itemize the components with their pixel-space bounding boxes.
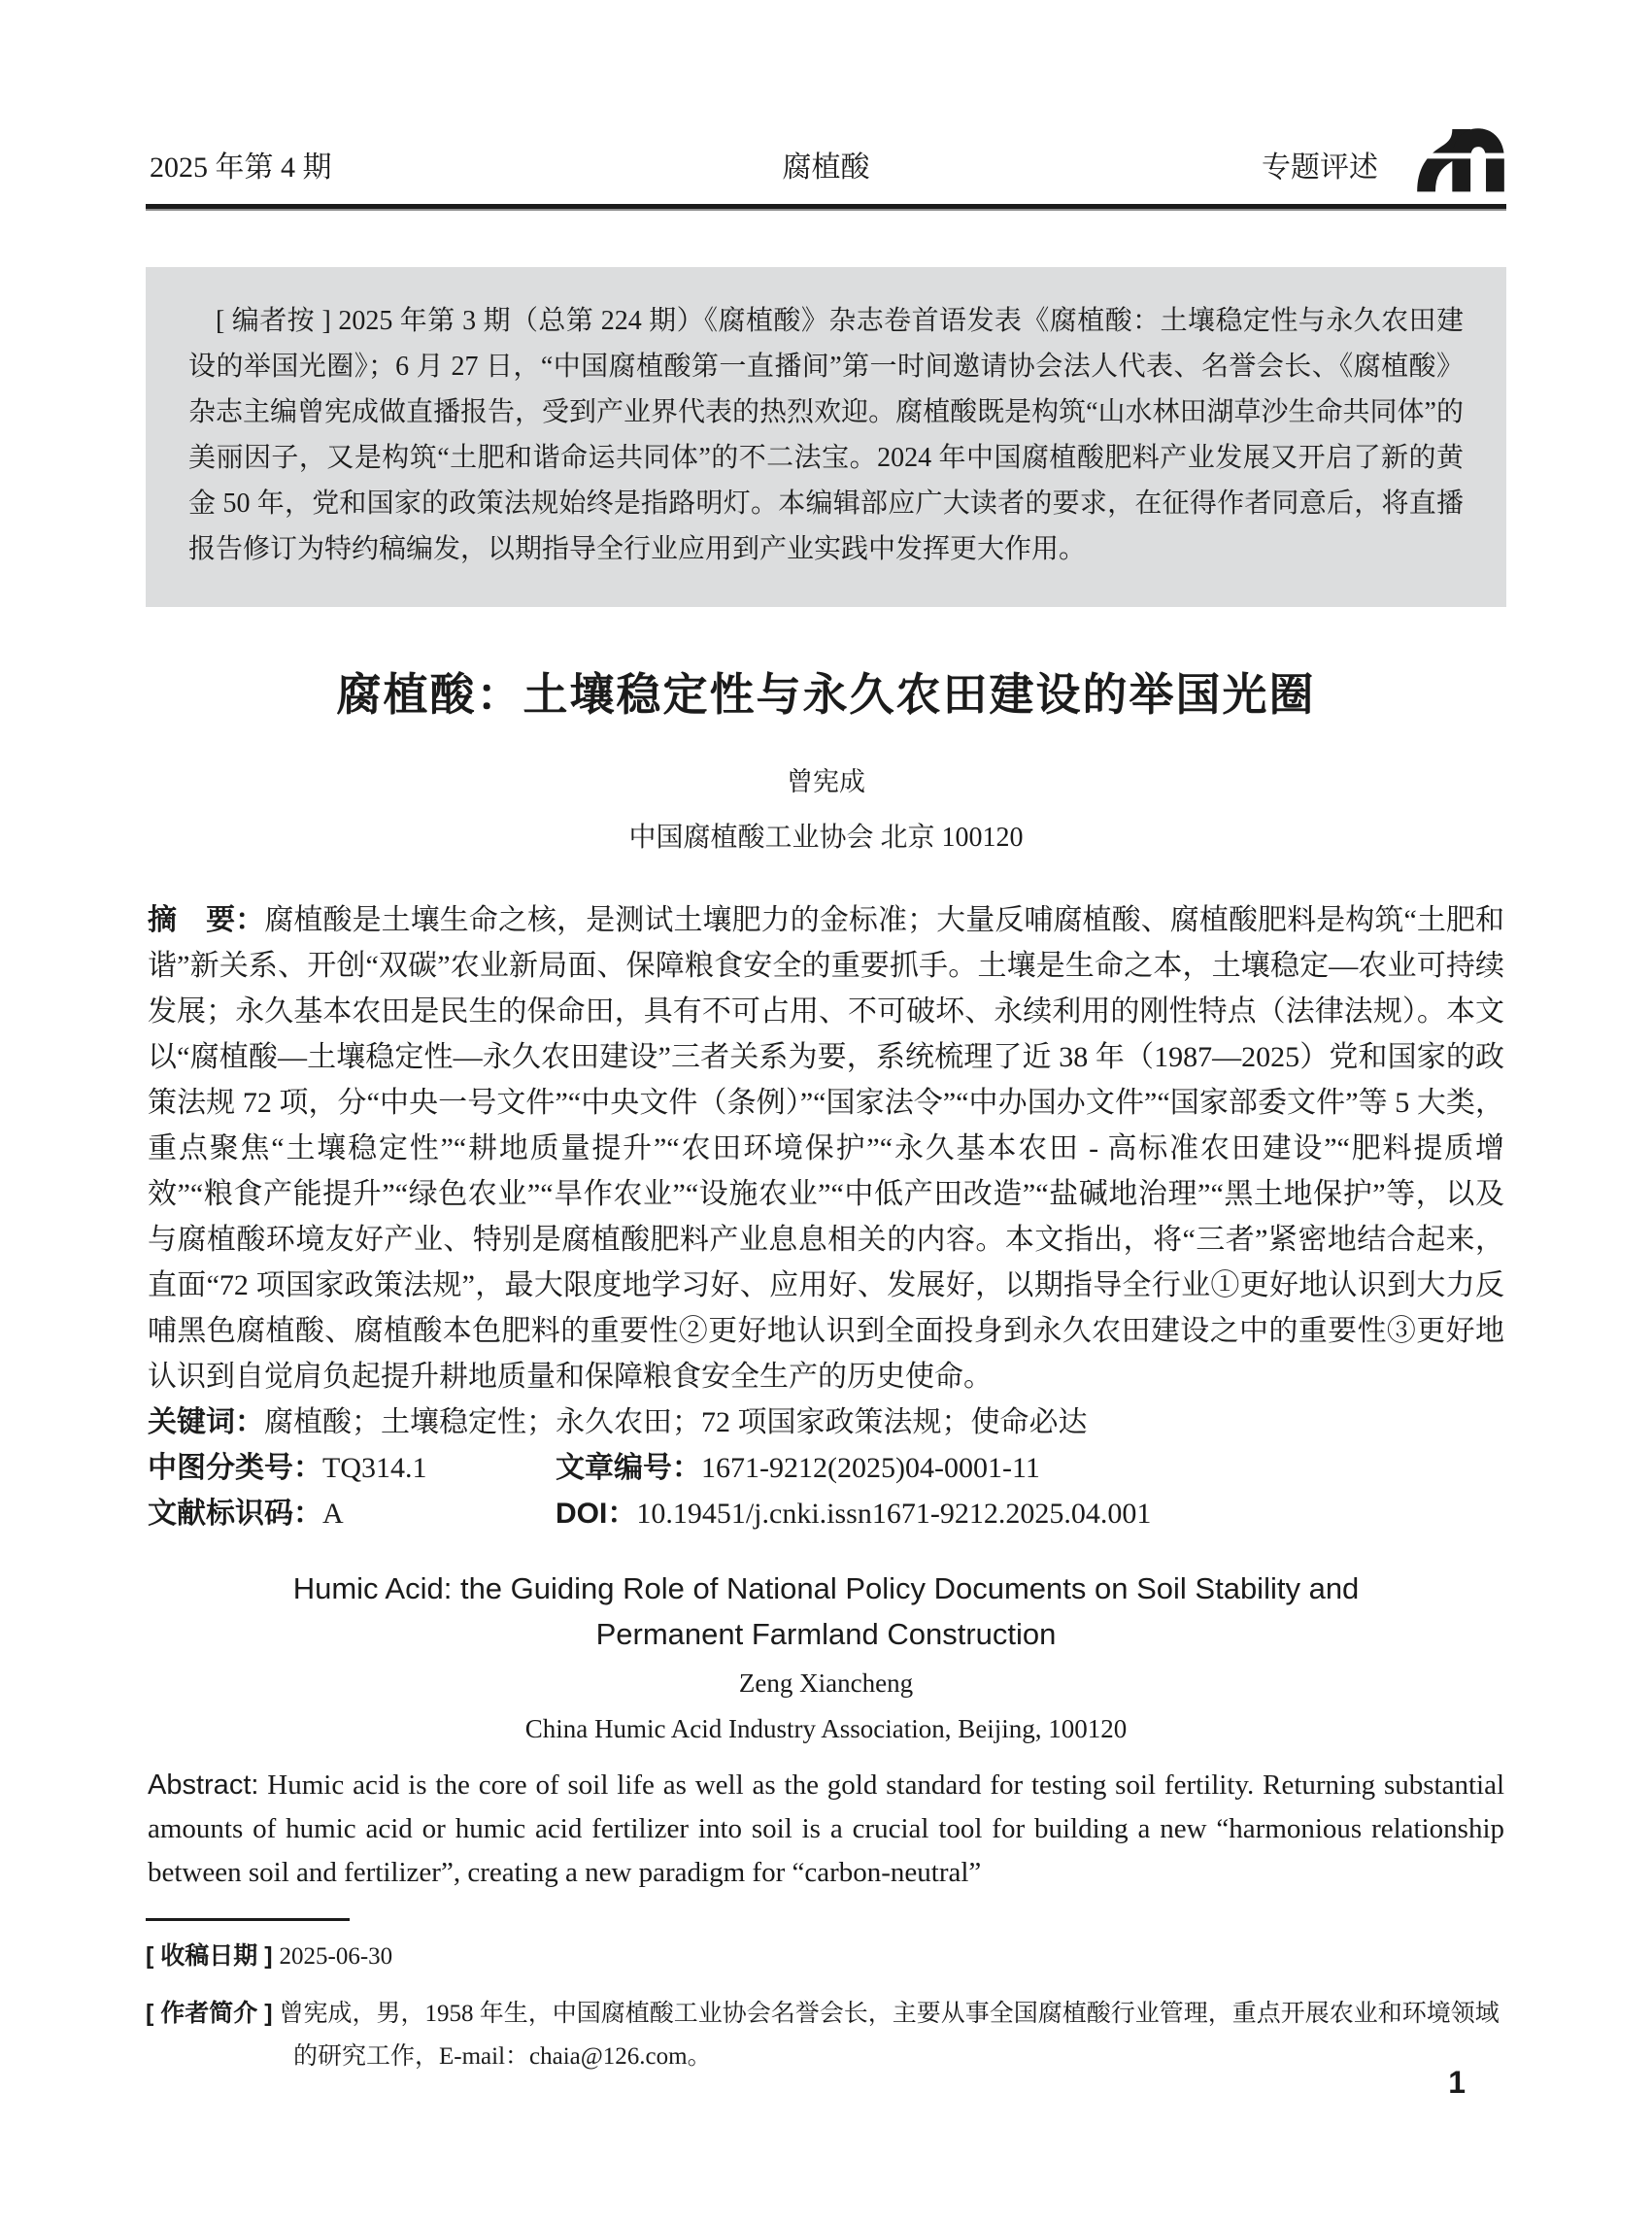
- page-number: 1: [1448, 2065, 1466, 2100]
- english-abstract-text: Humic acid is the core of soil life as well as the gold standard for testing soil fertility. Returning substantial amounts of humic acid or humic acid fertilizer into soil is a crucial tool for building a new “harmonious relationship between soil and fertilizer”, creating a new paradigm for “carbon-neutral”: [148, 1770, 1504, 1888]
- article-title: 腐植酸：土壤稳定性与永久农田建设的举国光圈: [336, 669, 1316, 720]
- abstract-text: 腐植酸是土壤生命之核，是测试土壤肥力的金标准；大量反哺腐植酸、腐植酸肥料是构筑“土肥和谐”新关系、开创“双碳”农业新局面、保障粮食安全的重要抓手。土壤是生命之本，土壤稳定—农业可持续发展；永久基本农田是民生的保命田，具有不可占用、不可破坏、永续利用的刚性特点（法律法规）。本文以“腐植酸—土壤稳定性—永久农田建设”三者关系为要，系统梳理了近 38 年（1987—2025）党和国家的政策法规 72 项，分“中央一号文件”“中央文件（条例）”“国家法令”“中办国办文件”“国家部委文件”等 5 大类，重点聚焦“土壤稳定性”“耕地质量提升”“农田环境保护”“永久基本农田 - 高标准农田建设”“肥料提质增效”“粮食产能提升”“绿色农业”“旱作农业”“设施农业”“中低产田改造”“盐碱地治理”“黑土地保护”等，以及与腐植酸环境友好产业、特别是腐植酸肥料产业息息相关的内容。本文指出，将“三者”紧密地结合起来，直面“72 项国家政策法规”，最大限度地学习好、应用好、发展好，以期指导全行业①更好地认识到大力反哺黑色腐植酸、腐植酸本色肥料的重要性②更好地认识到全面投身到永久农田建设之中的重要性③更好地认识到自觉肩负起提升耕地质量和保障粮食安全生产的历史使命。: [148, 904, 1504, 1393]
- english-affiliation: China Humic Acid Industry Association, Beijing, 100120: [524, 1714, 1128, 1743]
- article-no-value: 1671-9212(2025)04-0001-11: [701, 1452, 1040, 1484]
- journal-logo-icon: [1415, 115, 1506, 202]
- editor-note-paragraph: [188, 298, 1464, 572]
- doc-code-row: [148, 1491, 1504, 1536]
- doi-label: DOI：: [556, 1498, 637, 1530]
- header-journal-title: 腐植酸: [782, 152, 870, 184]
- doc-code-value: A: [322, 1498, 344, 1530]
- doc-code-label: 文献标识码：: [148, 1498, 322, 1530]
- clc-row: [148, 1445, 1504, 1491]
- english-abstract-paragraph: [148, 1764, 1504, 1895]
- article-author: 曾宪成: [787, 767, 865, 796]
- clc-value: TQ314.1: [322, 1452, 427, 1484]
- received-date-label: [ 收稿日期 ]: [146, 1942, 280, 1970]
- doi-cell: [556, 1498, 1151, 1530]
- keywords-text: 腐植酸；土壤稳定性；永久农田；72 项国家政策法规；使命必达: [264, 1406, 1088, 1438]
- abstract-label: 摘 要：: [148, 904, 265, 936]
- abstract-paragraph: [148, 897, 1504, 1399]
- header-issue: 2025 年第 4 期: [150, 152, 332, 184]
- doc-code-cell: [148, 1491, 556, 1536]
- clc-label: 中图分类号：: [148, 1452, 322, 1484]
- author-bio-label: [ 作者简介 ]: [146, 2000, 280, 2027]
- english-title-line2: Permanent Farmland Construction: [595, 1617, 1057, 1651]
- footnote-divider: [146, 1918, 350, 1921]
- english-abstract-label: Abstract:: [148, 1770, 259, 1801]
- article-no-cell: [556, 1452, 1040, 1484]
- page-header: [146, 146, 1506, 190]
- article-affiliation: 中国腐植酸工业协会 北京 100120: [628, 823, 1024, 853]
- editor-note-label: [ 编者按 ]: [216, 306, 339, 336]
- author-bio-row: [146, 1992, 1506, 2078]
- clc-cell: [148, 1445, 556, 1491]
- received-date-value: 2025-06-30: [279, 1943, 393, 1970]
- received-date-row: [146, 1935, 1506, 1978]
- english-title-line1: Humic Acid: the Guiding Role of National Policy Documents on Soil Stability and: [292, 1571, 1360, 1605]
- editor-note-text: 2025 年第 3 期（总第 224 期）《腐植酸》杂志卷首语发表《腐植酸：土壤稳定性与永久农田建设的举国光圈》；6 月 27 日，“中国腐植酸第一直播间”第一时间邀请协会法人代表、名誉会长、《腐植酸》杂志主编曾宪成做直播报告，受到产业界代表的热烈欢迎。腐植酸既是构筑“山水林田湖草沙生命共同体”的美丽因子，又是构筑“土肥和谐命运共同体”的不二法宝。2024 年中国腐植酸肥料产业发展又开启了新的黄金 50 年，党和国家的政策法规始终是指路明灯。本编辑部应广大读者的要求，在征得作者同意后，将直播报告修订为特约稿编发，以期指导全行业应用到产业实践中发挥更大作用。: [188, 306, 1464, 564]
- keywords-label: 关键词：: [148, 1406, 264, 1438]
- keywords-row: [148, 1399, 1504, 1445]
- author-bio-text: 曾宪成，男，1958 年生，中国腐植酸工业协会名誉会长，主要从事全国腐植酸行业管理，重点开展农业和环境领域的研究工作，E-mail：chaia@126.com。: [279, 2001, 1500, 2070]
- english-title: [146, 1566, 1506, 1657]
- editor-note-box: [146, 267, 1506, 607]
- english-author: Zeng Xiancheng: [738, 1669, 914, 1698]
- header-column-label: 专题评述: [1262, 152, 1378, 184]
- header-rule-divider: [146, 204, 1506, 211]
- article-no-label: 文章编号：: [556, 1452, 701, 1484]
- doi-value: 10.19451/j.cnki.issn1671-9212.2025.04.001: [636, 1498, 1152, 1530]
